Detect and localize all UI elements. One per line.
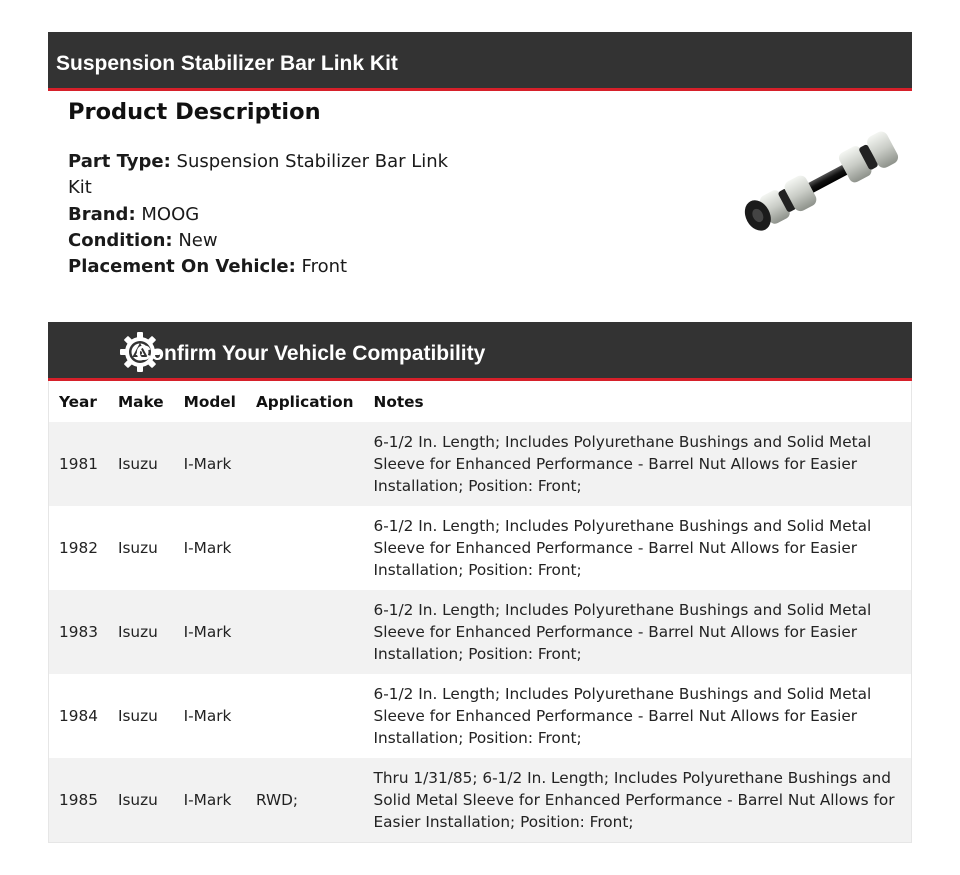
product-title: Suspension Stabilizer Bar Link Kit [56, 52, 398, 75]
cell-make: Isuzu [117, 791, 158, 809]
cell-year: 1983 [59, 623, 98, 641]
cell-make: Isuzu [117, 707, 158, 725]
table-row [49, 674, 911, 758]
spec-label: Condition: [68, 229, 173, 251]
column-header-make: Make [117, 392, 164, 411]
column-header-notes: Notes [373, 392, 424, 411]
compatibility-banner [48, 322, 912, 381]
spec-placement [68, 254, 468, 280]
compatibility-title: Confirm Your Vehicle Compatibility [136, 342, 486, 365]
cell-application [246, 422, 364, 506]
cell-model: I-Mark [183, 539, 232, 557]
table-row [49, 422, 911, 506]
cell-application [246, 674, 364, 758]
cell-notes: 6-1/2 In. Length; Includes Polyurethane Bushings and Solid Metal Sleeve for Enhanced Performance - Barrel Nut Allows for Easier Installation; Position: Front; [373, 433, 872, 495]
table-row [49, 758, 911, 842]
spec-label: Brand: [68, 203, 136, 225]
spec-condition [68, 228, 468, 254]
cell-model: I-Mark [183, 455, 232, 473]
cell-model: I-Mark [183, 623, 232, 641]
cell-application [246, 590, 364, 674]
cell-model: I-Mark [183, 707, 232, 725]
spec-part-type [68, 149, 468, 202]
spec-value: New [178, 229, 218, 251]
product-title-banner [48, 32, 912, 91]
spec-brand [68, 202, 468, 228]
column-header-model: Model [183, 392, 236, 411]
cell-year: 1985 [59, 791, 98, 809]
spec-value: Suspension Stabilizer Bar Link Kit [68, 151, 449, 199]
column-header-application: Application [255, 392, 354, 411]
cell-model: I-Mark [183, 791, 232, 809]
product-image [730, 125, 905, 243]
spec-label: Placement On Vehicle: [68, 256, 296, 278]
table-row [49, 590, 911, 674]
cell-year: 1984 [59, 707, 98, 725]
spec-list [68, 149, 468, 280]
table-header-row [49, 381, 911, 422]
cell-notes: 6-1/2 In. Length; Includes Polyurethane Bushings and Solid Metal Sleeve for Enhanced Performance - Barrel Nut Allows for Easier Installation; Position: Front; [373, 685, 872, 747]
cell-notes: 6-1/2 In. Length; Includes Polyurethane Bushings and Solid Metal Sleeve for Enhanced Performance - Barrel Nut Allows for Easier Installation; Position: Front; [373, 517, 872, 579]
description-heading: Product Description [68, 99, 321, 125]
column-header-year: Year [59, 392, 97, 411]
cell-application: RWD; [255, 791, 299, 809]
spec-label: Part Type: [68, 151, 171, 172]
cell-make: Isuzu [117, 623, 158, 641]
cell-make: Isuzu [117, 455, 158, 473]
table-row [49, 506, 911, 590]
cell-year: 1981 [59, 455, 98, 473]
spec-value: Front [301, 256, 348, 278]
compatibility-table [48, 381, 912, 843]
cell-year: 1982 [59, 539, 98, 557]
spec-value: MOOG [141, 203, 200, 225]
cell-notes: 6-1/2 In. Length; Includes Polyurethane Bushings and Solid Metal Sleeve for Enhanced Performance - Barrel Nut Allows for Easier Installation; Position: Front; [373, 601, 872, 663]
cell-make: Isuzu [117, 539, 158, 557]
cell-application [246, 506, 364, 590]
cell-notes: Thru 1/31/85; 6-1/2 In. Length; Includes Polyurethane Bushings and Solid Metal Sleeve for Enhanced Performance - Barrel Nut Allows for Easier Installation; Position: Front; [373, 769, 895, 831]
product-description [68, 97, 468, 280]
